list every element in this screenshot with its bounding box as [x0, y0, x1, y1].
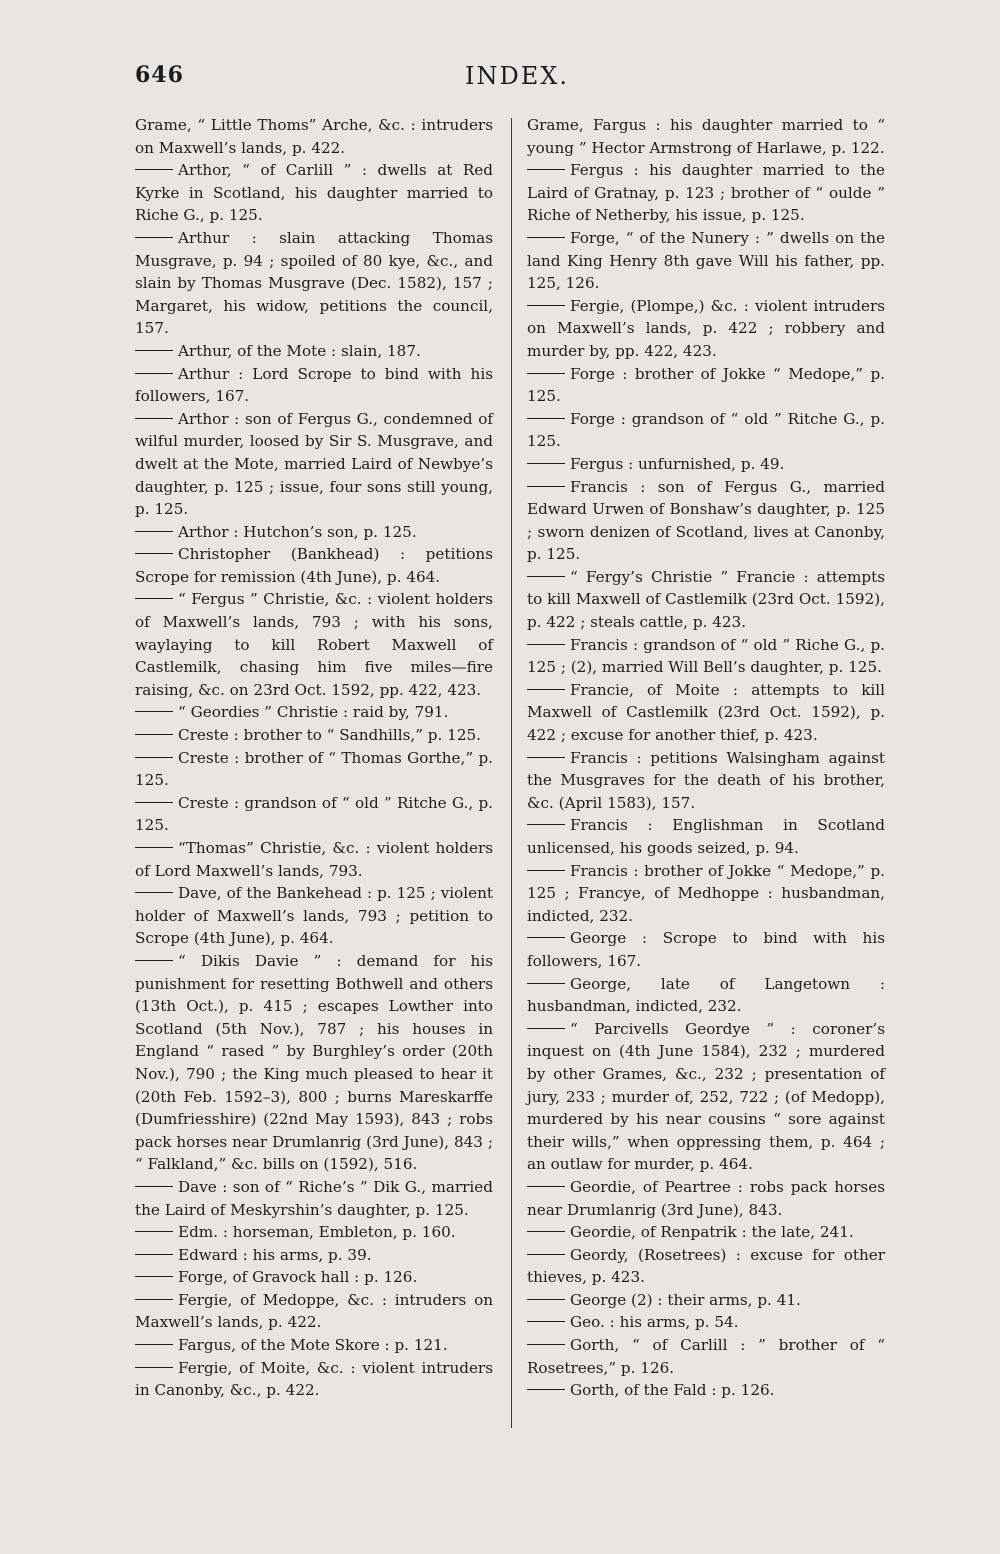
index-entry: [527, 1018, 885, 1176]
index-entry: [527, 476, 885, 566]
index-entry-text: George, late of Langetown : husbandman, indicted, 232.: [527, 974, 885, 1016]
index-entry: [135, 837, 493, 882]
index-entry-text: “ Dikis Davie ” : demand for his punishment for resetting Bothwell and others (13th Oct.), p. 415 ; escapes Lowther into Scotland (5th Nov.), 787 ; his houses in England “ rased ” by Burghley’s order (20th Nov.), 790 ; the King much pleased to hear it (20th Feb. 1592–3), 800 ; burns Mareskarffe (Dumfriesshire) (22nd May 1593), 843 ; robs pack horses near Drumlanrig (3rd June), 843 ; “ Falkland,” &c. bills on (1592), 516.: [135, 951, 493, 1174]
index-entry: [527, 1244, 885, 1289]
index-entry: [135, 159, 493, 227]
index-entry: [527, 453, 885, 476]
index-entry-text: “Thomas” Christie, &c. : violent holders of Lord Maxwell’s lands, 793.: [135, 839, 493, 880]
index-entry: [135, 543, 493, 588]
index-entry: [135, 950, 493, 1176]
index-entry: [135, 1266, 493, 1289]
index-entry: [527, 1311, 885, 1334]
index-entry-text: Arthor, “ of Carlill ” : dwells at Red Kyrke in Scotland, his daughter married to Riche G., p. 125.: [135, 161, 493, 225]
index-entry: [135, 408, 493, 521]
right-column: [527, 114, 885, 1402]
index-entry: [135, 1244, 493, 1267]
index-entry-text: Fergie, of Medoppe, &c. : intruders on Maxwell’s lands, p. 422.: [135, 1290, 493, 1332]
index-entry-text: “ Fergus ” Christie, &c. : violent holders of Maxwell’s lands, 793 ; with his sons, waylaying to kill Robert Maxwell of Castlemilk, chasing him five miles—fire raising, &c. on 23rd Oct. 1592, pp. 422, 423.: [135, 590, 493, 699]
index-entry: [135, 227, 493, 340]
index-entry: [527, 634, 885, 679]
index-entry-text: Geordy, (Rosetrees) : excuse for other thieves, p. 423.: [527, 1245, 885, 1287]
index-entry-text: Francis : brother of Jokke “ Medope,” p. 125 ; Francye, of Medhoppe : husbandman, indicted, 232.: [527, 861, 885, 925]
index-entry-text: Geo. : his arms, p. 54.: [570, 1313, 739, 1332]
column-divider: [511, 118, 512, 1428]
index-entry-text: Edward : his arms, p. 39.: [178, 1245, 372, 1264]
index-entry-text: Gorth, of the Fald : p. 126.: [570, 1381, 775, 1400]
index-entry-text: Francis : grandson of “ old ” Riche G., p. 125 ; (2), married Will Bell’s daughter, p. 125.: [527, 635, 885, 677]
index-entry: [527, 295, 885, 363]
index-entry-text: Dave, of the Bankehead : p. 125 ; violent holder of Maxwell’s lands, 793 ; petition to Scrope (4th June), p. 464.: [135, 884, 493, 948]
index-entry: [527, 1334, 885, 1379]
index-entry: [527, 566, 885, 634]
page-header: [135, 62, 895, 98]
index-entry: [527, 679, 885, 747]
index-entry: [527, 1221, 885, 1244]
index-entry-text: Francis : Englishman in Scotland unlicensed, his goods seized, p. 94.: [527, 816, 885, 857]
index-entry-text: Francie, of Moite : attempts to kill Maxwell of Castlemilk (23rd Oct. 1592), p. 422 ; excuse for another thief, p. 423.: [527, 680, 885, 745]
index-entry-text: Dave : son of “ Riche’s ” Dik G., married the Laird of Meskyrshin’s daughter, p. 125.: [135, 1177, 493, 1219]
index-entry: [527, 114, 885, 159]
index-entry: [527, 973, 885, 1018]
index-entry: [527, 747, 885, 815]
index-entry: [135, 747, 493, 792]
index-entry: [135, 1176, 493, 1221]
index-entry: [135, 882, 493, 950]
index-entry: [527, 408, 885, 453]
index-entry-text: Fergus : unfurnished, p. 49.: [570, 454, 785, 473]
index-entry-text: Geordie, of Peartree : robs pack horses near Drumlanrig (3rd June), 843.: [527, 1177, 885, 1219]
index-entry-text: Francis : petitions Walsingham against the Musgraves for the death of his brother, &c. (April 1583), 157.: [527, 748, 885, 812]
left-column: [135, 114, 493, 1402]
index-entry-text: Grame, Fargus : his daughter married to “ young ” Hector Armstrong of Harlawe, p. 122.: [527, 116, 885, 157]
index-entry: [135, 340, 493, 363]
index-entry-text: “ Geordies ” Christie : raid by, 791.: [178, 703, 449, 722]
index-entry: [135, 363, 493, 408]
index-entry-text: Grame, “ Little Thoms” Arche, &c. : intruders on Maxwell’s lands, p. 422.: [135, 116, 493, 157]
index-entry-text: Fargus, of the Mote Skore : p. 121.: [178, 1336, 448, 1355]
index-entry-text: Creste : grandson of “ old ” Ritche G., p. 125.: [135, 793, 493, 835]
index-entry: [527, 1289, 885, 1312]
index-entry-text: Forge : grandson of “ old ” Ritche G., p. 125.: [527, 409, 885, 451]
index-entry-text: Arthor : son of Fergus G., condemned of wilful murder, loosed by Sir S. Musgrave, and dwelt at the Mote, married Laird of Newbye’s daughter, p. 125 ; issue, four sons still young, p. 125.: [135, 409, 493, 519]
index-entry: [527, 860, 885, 928]
index-entry: [527, 159, 885, 227]
index-entry-text: Creste : brother of “ Thomas Gorthe,” p. 125.: [135, 748, 493, 790]
index-entry: [527, 814, 885, 859]
index-entry-text: Edm. : horseman, Embleton, p. 160.: [178, 1223, 456, 1242]
index-entry: [135, 1289, 493, 1334]
index-entry-text: Christopher (Bankhead) : petitions Scrope for remission (4th June), p. 464.: [135, 545, 493, 586]
index-entry: [135, 1357, 493, 1402]
index-entry-text: Arthur, of the Mote : slain, 187.: [178, 341, 421, 360]
index-entry-text: “ Parcivells Geordye ” : coroner’s inquest on (4th June 1584), 232 ; murdered by other Grames, &c., 232 ; presentation of jury, 233 ; murder of, 252, 722 ; (of Medopp), murdered by his near cousins “ sore against their wills,” when oppressing them, p. 464 ; an outlaw for murder, p. 464.: [527, 1019, 885, 1174]
index-entry-text: George : Scrope to bind with his followers, 167.: [527, 929, 885, 970]
index-entry-text: Fergie, of Moite, &c. : violent intruders in Canonby, &c., p. 422.: [135, 1358, 493, 1400]
index-entry: [527, 927, 885, 972]
index-entry-text: Forge : brother of Jokke “ Medope,” p. 125.: [527, 364, 885, 406]
index-entry-text: Creste : brother to “ Sandhills,” p. 125.: [178, 726, 482, 745]
index-entry: [527, 227, 885, 295]
index-entry: [135, 1221, 493, 1244]
index-entry-text: Arthur : slain attacking Thomas Musgrave, p. 94 ; spoiled of 80 kye, &c., and slain by Thomas Musgrave (Dec. 1582), 157 ; Margaret, his widow, petitions the council, 157.: [135, 228, 493, 338]
index-entry: [135, 724, 493, 747]
index-entry: [527, 1379, 885, 1402]
index-entry: [527, 363, 885, 408]
index-entry: [527, 1176, 885, 1221]
index-entry-text: Arthur : Lord Scrope to bind with his followers, 167.: [135, 364, 493, 406]
index-entry-text: Francis : son of Fergus G., married Edward Urwen of Bonshaw’s daughter, p. 125 ; sworn denizen of Scotland, lives at Canonby, p. 125.: [527, 477, 885, 564]
index-entry: [135, 588, 493, 701]
index-entry: [135, 1334, 493, 1357]
index-entry-text: Arthor : Hutchon’s son, p. 125.: [178, 522, 417, 541]
index-entry-text: Gorth, “ of Carlill : ” brother of “ Rosetrees,” p. 126.: [527, 1336, 885, 1377]
running-head: INDEX.: [465, 62, 569, 90]
index-entry: [135, 792, 493, 837]
index-entry-text: “ Fergy’s Christie ” Francie : attempts to kill Maxwell of Castlemilk (23rd Oct. 1592), p. 422 ; steals cattle, p. 423.: [527, 567, 885, 632]
index-entry-text: George (2) : their arms, p. 41.: [570, 1290, 801, 1309]
index-entry-text: Fergus : his daughter married to the Laird of Gratnay, p. 123 ; brother of “ oulde ” Riche of Netherby, his issue, p. 125.: [527, 161, 885, 225]
page-number: 646: [135, 62, 184, 88]
index-entry-text: Geordie, of Renpatrik : the late, 241.: [570, 1223, 854, 1242]
index-entry: [135, 521, 493, 544]
index-entry: [135, 701, 493, 724]
index-entry: [135, 114, 493, 159]
index-entry-text: Forge, “ of the Nunery : ” dwells on the land King Henry 8th gave Will his father, pp. 125, 126.: [527, 228, 885, 293]
index-entry-text: Forge, of Gravock hall : p. 126.: [178, 1268, 418, 1287]
index-entry-text: Fergie, (Plompe,) &c. : violent intruders on Maxwell’s lands, p. 422 ; robbery and murder by, pp. 422, 423.: [527, 296, 885, 360]
